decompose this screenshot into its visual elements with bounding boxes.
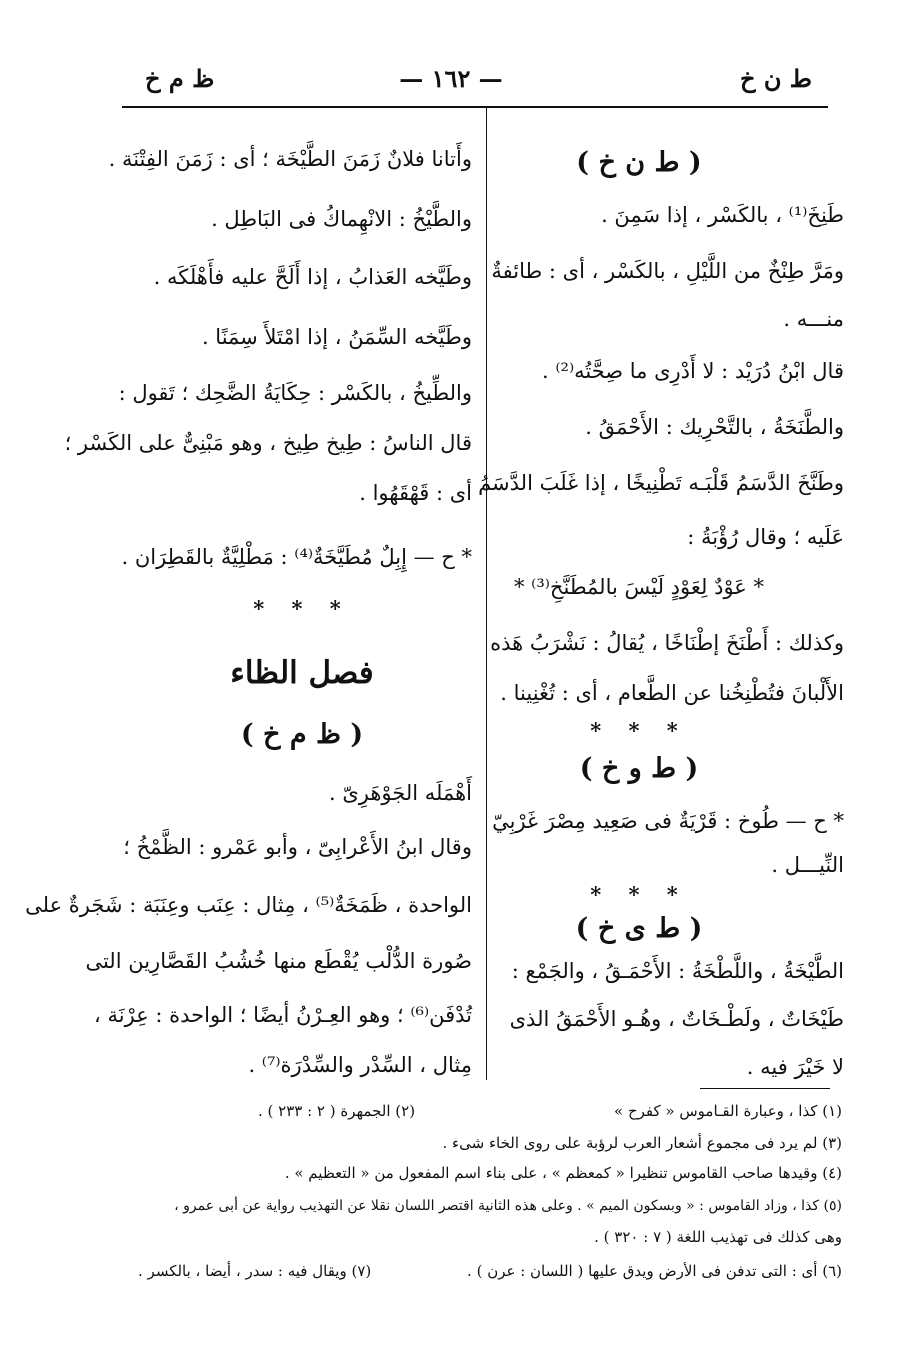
text-line: عَلَيه ؛ وقال رُؤْبَةُ : xyxy=(687,525,844,549)
footnote-2: (٢) الجمهرة ( ٢ : ٢٣٣ ) . xyxy=(258,1102,416,1120)
text-line: لا خَيْرَ فيه . xyxy=(746,1055,844,1079)
footnote-5: (٥) كذا ، وزاد القاموس : « وبسكون الميم » . وعلى هذه الثانية اقتصر اللسان نقلا عن التهذيب رواية عن أبى عمرو ، xyxy=(174,1198,842,1214)
text-line: وأَتانا فلانٌ زَمَنَ الطَّيْخَة ؛ أى : زَمَنَ الفِتْنَة . xyxy=(108,147,472,171)
text-line: * ح — إِبِلٌ مُطَيَّخَةٌ⁽⁴⁾ : مَطْلِيَّةٌ بالقَطِرَان . xyxy=(121,545,472,569)
text-line: صُورة الدُّلْب يُقْطَع منها خُشُبُ القَصَّارِين التى xyxy=(85,949,472,973)
text-line: منـــه . xyxy=(783,307,844,331)
chapter-heading: فصل الظاء xyxy=(230,655,374,691)
page-number: — ١٦٢ — xyxy=(399,64,503,93)
text-line: وطَيَّخه العَذابُ ، إذا أَلَحَّ عليه فأَهْلَكَه . xyxy=(153,265,472,289)
text-line: قال ابْنُ دُرَيْد : لا أَدْرِى ما صِحَّتُه⁽²⁾ . xyxy=(542,359,844,383)
text-line: ومَرَّ طِنْخٌ من اللَّيْلِ ، بالكَسْر ، أى : طائفةٌ xyxy=(491,259,844,283)
text-line: والطَّنَخَةُ ، بالتَّحْرِيك : الأَحْمَقُ . xyxy=(585,415,844,439)
entry-heading: ( ط ى خ ) xyxy=(575,913,703,944)
footnote-3: (٣) لم يرد فى مجموع أشعار العرب لرؤبة على روى الخاء شىء . xyxy=(442,1134,842,1152)
text-line: طَنِخَ⁽¹⁾ ، بالكَسْر ، إذا سَمِنَ . xyxy=(601,203,844,227)
section-separator: * * * xyxy=(590,718,688,743)
text-line: النِّيـــل . xyxy=(771,853,844,877)
footnote-6: (٦) أى : التى تدفن فى الأرض ويدق عليها ( اللسان : عرن ) . xyxy=(467,1262,842,1280)
text-line: الأَلْبانَ فتُطْنِخُنا عن الطَّعام ، أى : تُغْنِينا . xyxy=(500,681,844,705)
text-line: والطَّيْخُ : الانْهِماكُ فى البَاطِل . xyxy=(211,207,472,231)
header-root-right: ط ن خ xyxy=(739,64,812,93)
entry-heading: ( ط و خ ) xyxy=(579,753,699,784)
text-line: وطَيَّخه السِّمَنُ ، إذا امْتَلأَ سِمَنًا . xyxy=(201,325,472,349)
text-line: * ح — طُوخ : قَرْيَةٌ فى صَعِيد مِصْرَ غَرْبِيّ xyxy=(492,809,844,833)
text-line: قال الناسُ : طِيخ طِيخ ، وهو مَبْنِىٌّ على الكَسْر ؛ xyxy=(64,431,472,455)
text-line: وقال ابنُ الأَعْرابِىّ ، وأبو عَمْرو : الظَّمْخُ ؛ xyxy=(123,835,472,859)
text-line: وطَنَّخَ الدَّسَمُ قَلْبَـه تَطْنِيخًا ، إذا غَلَبَ الدَّسَمُ xyxy=(478,471,844,495)
text-line: الواحدة ، ظَمَخَةٌ⁽⁵⁾ ، مِثال : عِنَب وعِنَبَة : شَجَرةٌ على xyxy=(25,893,472,917)
section-separator: * * * xyxy=(590,882,688,907)
verse-line: * عَوْدٌ لِعَوْدٍ لَيْسَ بالمُطَنَّخِ⁽³⁾ * xyxy=(514,575,764,599)
entry-heading: ( ط ن خ ) xyxy=(576,147,702,178)
footnote-4: (٤) وقيدها صاحب القاموس تنظيرا « كمعظم » ، على بناء اسم المفعول من « التعظيم » . xyxy=(284,1164,842,1182)
text-line: أَهْمَلَه الجَوْهَرِىّ . xyxy=(328,781,472,805)
footnote-7: (٧) ويقال فيه : سدر ، أيضا ، بالكسر . xyxy=(138,1262,372,1280)
text-line: طَيْخَاتٌ ، ولَطْـخَاتٌ ، وهُـو الأَحْمَقُ الذى xyxy=(509,1007,844,1031)
text-line: الطَّيْخَةُ ، واللَّطْخَةُ : الأَحْمَـقُ ، والجَمْع : xyxy=(511,959,844,983)
text-line: تُدْفَن⁽⁶⁾ ؛ وهو العِـرْنُ أيضًا ؛ الواحدة : عِرْنَة ، xyxy=(94,1003,472,1027)
footnote-1: (١) كذا ، وعبارة القـاموس « كفرح » xyxy=(614,1102,842,1120)
footnote-rule xyxy=(700,1088,830,1089)
text-line: مِثال ، السِّدْر والسِّدْرَة⁽⁷⁾ . xyxy=(248,1053,472,1077)
text-line: وكذلك : أَطْنَخَ إطْنَاخًا ، يُقالُ : نَشْرَبُ هَذه xyxy=(490,631,844,655)
footnote-5-continued: وهى كذلك فى تهذيب اللغة ( ٧ : ٣٢٠ ) . xyxy=(594,1228,842,1246)
header-root-left: ظ م خ xyxy=(145,64,215,93)
header-rule xyxy=(122,106,828,108)
section-separator: * * * xyxy=(253,596,351,621)
text-line: والطِّيخُ ، بالكَسْر : حِكَايَةُ الضَّحِك ؛ تَقول : xyxy=(118,381,472,405)
text-line: أى : قَهْقَهُوا . xyxy=(359,481,472,505)
entry-heading: ( ظ م خ ) xyxy=(240,719,364,750)
